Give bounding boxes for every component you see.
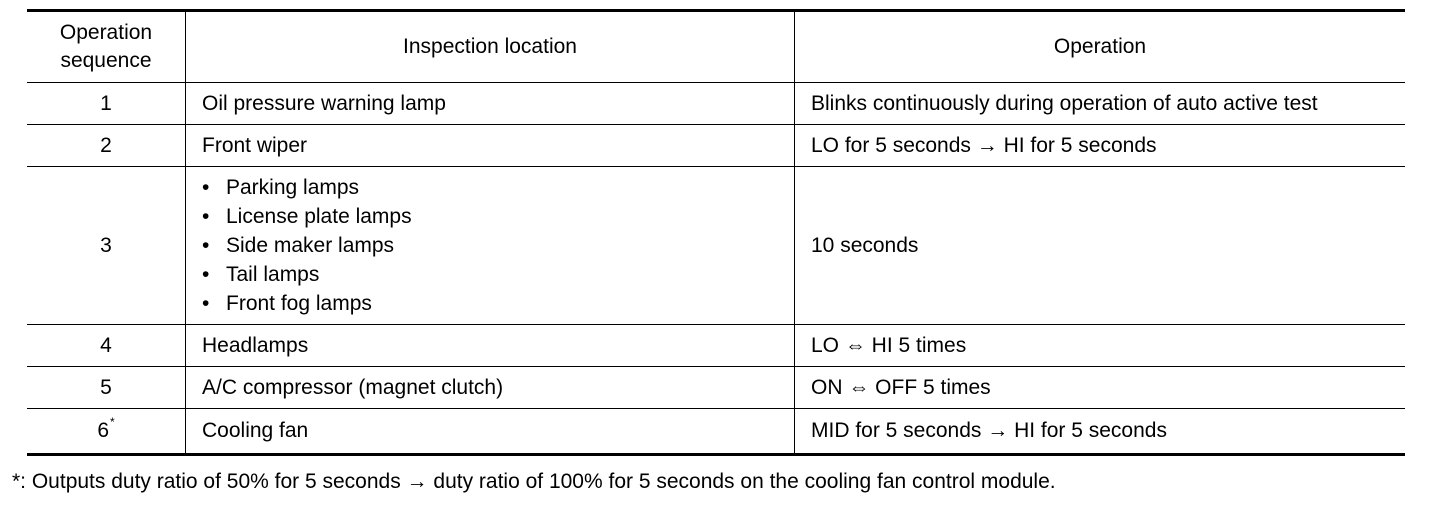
bullet-icon: • <box>202 292 210 315</box>
table-row <box>27 167 1405 325</box>
table-row <box>27 367 1405 409</box>
lamp-bullet-list <box>202 173 794 318</box>
cell-operation: MID for 5 seconds → HI for 5 seconds <box>795 409 1406 455</box>
cell-sequence: 4 <box>27 325 186 367</box>
operation-table <box>27 9 1405 456</box>
footnote-marker: * <box>110 415 115 429</box>
list-item <box>202 260 794 289</box>
list-item-label: License plate lamps <box>226 205 412 228</box>
list-item-label: Side maker lamps <box>226 234 395 257</box>
bullet-icon: • <box>202 205 210 228</box>
operation-table-container <box>27 9 1403 456</box>
cell-location: Headlamps <box>186 325 795 367</box>
table-row <box>27 125 1405 167</box>
table-footnote: *: Outputs duty ratio of 50% for 5 seconds → duty ratio of 100% for 5 seconds on the cooling fan control module. <box>12 470 1056 493</box>
table-row <box>27 409 1405 455</box>
cell-operation: Blinks continuously during operation of auto active test <box>795 83 1406 125</box>
list-item <box>202 289 794 318</box>
header-sequence-line1: Operation <box>59 21 153 44</box>
cell-sequence: 2 <box>27 125 186 167</box>
cell-sequence: 5 <box>27 367 186 409</box>
bullet-icon: • <box>202 263 210 286</box>
cell-location: Oil pressure warning lamp <box>186 83 795 125</box>
header-sequence-line2: sequence <box>60 49 152 72</box>
header-inspection-location: Inspection location <box>186 11 795 83</box>
cell-sequence <box>27 409 186 455</box>
list-item <box>202 173 794 202</box>
cell-location: Front wiper <box>186 125 795 167</box>
bullet-icon: • <box>202 176 210 199</box>
cell-location: A/C compressor (magnet clutch) <box>186 367 795 409</box>
cell-operation: ON ⇔ OFF 5 times <box>795 367 1406 409</box>
header-operation-sequence <box>27 11 186 83</box>
list-item-label: Parking lamps <box>226 176 360 199</box>
list-item <box>202 202 794 231</box>
cell-sequence: 3 <box>27 167 186 325</box>
bullet-icon: • <box>202 234 210 257</box>
header-operation: Operation <box>795 11 1406 83</box>
list-item-label: Front fog lamps <box>226 292 372 315</box>
cell-location: Cooling fan <box>186 409 795 455</box>
cell-operation: 10 seconds <box>795 167 1406 325</box>
table-header-row <box>27 11 1405 83</box>
cell-operation: LO for 5 seconds → HI for 5 seconds <box>795 125 1406 167</box>
list-item <box>202 231 794 260</box>
table-row <box>27 83 1405 125</box>
cell-sequence: 1 <box>27 83 186 125</box>
cell-operation: LO ⇔ HI 5 times <box>795 325 1406 367</box>
table-row <box>27 325 1405 367</box>
cell-location-list <box>186 167 795 325</box>
sequence-number: 6 <box>97 419 109 442</box>
list-item-label: Tail lamps <box>226 263 320 286</box>
